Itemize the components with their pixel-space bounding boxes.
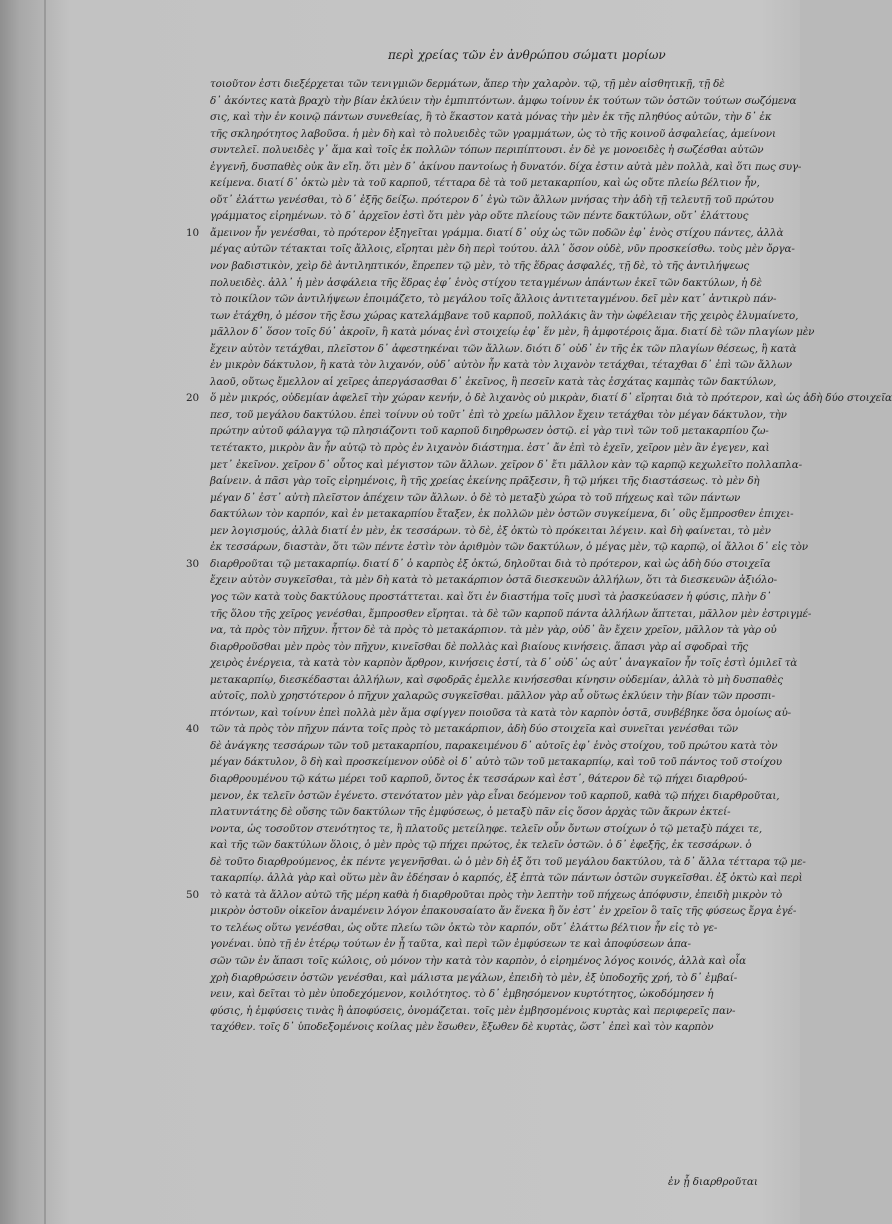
line-text: το τελέως οὕτω γενέσθαι, ὡς οὔτε πλείω τῶν ὀκτὼ τὸν καρπόν, οὔτ᾽ ἐλάττω βέλτιον ἦν εἰς τὸ γε- (210, 921, 718, 934)
text-line (210, 589, 790, 606)
line-text: ἐν μικρὸν δάκτυλον, ἢ κατὰ τὸν λιχανόν, οὐδ᾽ αὐτὸν ἦν κατὰ τὸν λιχανὸν τετάχθαι, τέταχθαι δ᾽ ἐπὶ τῶν ἄλλων (210, 359, 792, 372)
catchword: ἐν ᾗ διαρθροῦται (668, 1176, 758, 1188)
line-text: τετέτακτο, μικρὸν ἂν ἦν αὐτῷ τὸ πρὸς ἐν λιχανὸν διάστημα. ἐστ᾽ ἄν ἐπὶ τὸ ἐχεῖν, χεῖρον μὲν ἂν ἐγεγεν, καὶ (210, 442, 770, 455)
running-header: περὶ χρείας τῶν ἐν ἀνθρώπου σώματι μορίων (388, 48, 666, 62)
text-line (210, 258, 790, 275)
line-text: διαρθροῦται τῷ μετακαρπίῳ. διατί δ᾽ ὁ καρπὸς ἐξ ὀκτώ, δηλοῦται διὰ τὸ πρότερον, καὶ ὡς ἀδὴ δύο στοιχεῖα (210, 557, 771, 570)
line-text: μέγαν δ᾽ ἐστ᾽ αὐτὴ πλεῖστον ἀπέχειν τῶν ἄλλων. ὁ δὲ τὸ μεταξὺ χώρα τὸ τοῦ πήχεως καὶ τῶν πάντων (210, 491, 741, 504)
line-number: 30 (186, 557, 199, 570)
line-number: 20 (186, 392, 199, 405)
text-line (210, 341, 797, 358)
line-text: τῶν τὰ πρὸς τὸν πῆχυν πάντα τοῖς πρὸς τὸ μετακάρπιον, ἀδὴ δύο στοιχεῖα καὶ συνεῖται γενέσθαι τῶν (210, 723, 738, 736)
text-line (186, 887, 790, 904)
line-text: τακαρπίῳ. ἀλλὰ γὰρ καὶ οὕτω μὲν ἂν ἐδέησαν ὁ καρπός, ἐξ ἐπτὰ τῶν πάντων ὀστῶν συγκεῖσθαι. ἐξ ὀκτὼ καὶ περὶ (210, 872, 803, 885)
line-text: δ᾽ ἀκόντες κατὰ βραχὺ τὴν βίαν ἐκλύειν τὴν ἐμπιπτόντων. ἀμφω τοίνυν ἐκ τούτων τῶν ὀστῶν τούτων σωζόμενα (210, 94, 797, 107)
line-text: γονέναι. ὑπὸ τῇ ἐν ἑτέρῳ τούτων ἐν ᾗ ταῦτα, καὶ περὶ τῶν ἐμφύσεων τε καὶ ἀποφύσεων ἁπα- (210, 938, 691, 951)
line-text: γράμματος εἰρημένων. τὸ δ᾽ ἀρχεῖον ἐστὶ ὅτι μὲν γὰρ οὔτε πλείους τῶν πέντε δακτύλων, οὔτ᾽ ἐλάττους (210, 210, 749, 223)
line-text: ἐκ τεσσάρων, διαστὰν, ὅτι τῶν πέντε ἐστὶν τὸν ἀριθμὸν τῶν δακτύλων, ὁ μέγας μὲν, τῷ καρπῷ, οἱ ἄλλοι δ᾽ εἰς τὸν (210, 541, 808, 554)
text-line (210, 870, 803, 887)
line-text: πολυειδὲς. ἀλλ᾽ ἡ μὲν ἀσφάλεια τῆς ἕδρας ἐφ᾽ ἑνὸς στίχου τεταγμένων ἁπάντων ἐκεῖ τῶν δακτύλων, ἡ δὲ (210, 276, 762, 289)
page-body (186, 76, 892, 1036)
line-text: λαοῦ, οὔτως ἔμελλον αἱ χεῖρες ἀπεργάσασθαι δ᾽ ἐκεῖνος, ἢ πεσεῖν κατὰ τὰς ἐσχάτας καμπὰς τῶν δακτύλων, (210, 375, 777, 388)
text-line (210, 109, 790, 126)
text-line (210, 986, 790, 1003)
text-line (210, 821, 790, 838)
line-text: ταχόθεν. τοῖς δ᾽ ὑποδεξομένοις κοίλας μὲν ἔσωθεν, ἔξωθεν δὲ κυρτὰς, ὥστ᾽ ἐπεὶ καὶ τὸν καρπὸν (210, 1021, 714, 1034)
text-line (210, 407, 790, 424)
text-line (210, 572, 790, 589)
text-line (210, 1003, 790, 1020)
text-line (210, 175, 790, 192)
line-text: ἐγγενῆ, δυσπαθὲς οὐκ ἂν εἴη. ὅτι μὲν δ᾽ ἀκίνου παντοίως ἡ δυνατόν. δίχα ἐστιν αὐτὰ μὲν πολλὰ, καὶ ὅτι πως συγ- (210, 160, 802, 173)
line-text: δὲ ἀνάγκης τεσσάρων τῶν τοῦ μετακαρπίου, παρακειμένου δ᾽ αὐτοῖς ἐφ᾽ ἑνὸς στοίχου, τοῦ πρώτου κατὰ τὸν (210, 739, 778, 752)
line-number: 40 (186, 723, 199, 736)
line-text: τῆς σκληρότητος λαβοῦσα. ἡ μὲν δὴ καὶ τὸ πολυειδὲς τῶν γραμμάτων, ὡς τὸ τῆς κοινοῦ ἀσφαλείας, ἀμείνονι (210, 127, 776, 140)
line-text: τῆς ὅλου τῆς χεῖρος γενέσθαι, ἔμπροσθεν εἴρηται. τὰ δὲ τῶν καρποῦ πάντα ἀλλήλων ἅπτεται, μᾶλλον μὲν ἐστριγμέ- (210, 607, 812, 620)
line-text: πεσ, τοῦ μεγάλου δακτύλου. ἐπεὶ τοίνυν οὐ τοῦτ᾽ ἐπὶ τὸ χρείω μᾶλλον ἔχειν τετάχθαι τὸν μέγαν δάκτυλον, τὴν (210, 408, 787, 421)
line-text: κείμενα. διατί δ᾽ ὀκτὼ μὲν τὰ τοῦ καρποῦ, τέτταρα δὲ τὰ τοῦ μετακαρπίου, καὶ ὡς οὔτε πλείω βέλτιον ἦν, (210, 177, 760, 190)
line-text: χειρὸς ἐνέργεια, τὰ κατὰ τὸν καρπὸν ἄρθρον, κινήσεις ἐστί, τὰ δ᾽ οὐδ᾽ ὡς αὐτ᾽ ἀναγκαῖον ἦν τοῖς ἐστὶ ὁμιλεῖ τὰ (210, 657, 798, 670)
text-line (210, 506, 794, 523)
text-line (210, 142, 790, 159)
text-line (210, 903, 797, 920)
text-line (210, 1019, 790, 1036)
line-text: ἔχειν αὐτὸν συγκεῖσθαι, τὰ μὲν δὴ κατὰ τὸ μετακάρπιον ὀστᾶ διεσκευῶν ἀλλήλων, ὅτι τὰ διεσκευῶν ἀξιόλο- (210, 574, 778, 587)
text-line (210, 275, 790, 292)
text-line (210, 688, 790, 705)
line-text: συντελεῖ. πολυειδὲς γ᾽ ἅμα καὶ τοῖς ἐκ πολλῶν τόπων περιπίπτουσι. ἐν δὲ γε μονοειδὲς ἡ σωζέσθαι αὐτῶν (210, 144, 764, 157)
line-text: αὐτοῖς, πολὺ χρηστότερον ὁ πῆχυν χαλαρῶς συγκεῖσθαι. μᾶλλον γὰρ αὖ οὕτως ἐκλύειν τὴν βίαν τῶν προσπι- (210, 690, 776, 703)
line-text: σις, καὶ τὴν ἐν κοινῷ πάντων συνεθείας, ἢ τὸ ἕκαστον κατὰ μόνας τὴν μὲν ἐκ τῆς πληθύος αὐτῶν, τὴν δ᾽ ἐκ (210, 111, 772, 124)
text-line (210, 357, 790, 374)
text-line (186, 390, 892, 407)
line-text: των ἐτάχθη, ὁ μέσον τῆς ἔσω χώρας κατελάμβανε τοῦ καρποῦ, πολλάκις ἂν τὴν ὠφέλειαν τῆς χειρὸς ἐλυμαίνετο, (210, 309, 799, 322)
text-line (210, 804, 790, 821)
line-text: πτόντων, καὶ τοίνυν ἐπεὶ πολλὰ μὲν ἅμα σφίγγεν ποιοῦσα τὰ κατὰ τὸν καρπὸν ὀστᾶ, συνβέβηκε ὅσα ὁμοίως αὐ- (210, 706, 792, 719)
text-line (210, 457, 803, 474)
text-line (210, 639, 790, 656)
line-text: διαρθροῦσθαι μὲν πρὸς τὸν πῆχυν, κινεῖσθαι δὲ πολλὰς καὶ βιαίους κινήσεις. ἅπασι γὰρ αἱ σφοδραὶ τῆς (210, 640, 749, 653)
text-line (210, 308, 799, 325)
text-line (210, 523, 790, 540)
line-text: νον βαδιστικὸν, χεὶρ δὲ ἀντιληπτικόν, ἔπρεπεν τῷ μὲν, τὸ τῆς ἕδρας ἀσφαλές, τῇ δὲ, τὸ τῆς ἀντιλήψεως (210, 260, 750, 273)
text-line (210, 606, 812, 623)
line-text: να, τὰ πρὸς τὸν πῆχυν. ἧττον δὲ τὰ πρὸς τὸ μετακάρπιον. τὰ μὲν γὰρ, οὐδ᾽ ἂν ἔχειν χρεῖον, μᾶλλον τὰ γὰρ οὐ (210, 624, 777, 637)
line-text: σῶν τῶν ἐν ἅπασι τοῖς κώλοις, οὐ μόνον τὴν κατὰ τὸν καρπὸν, ὁ εἰρημένος λόγος κοινός, ἀλλὰ καὶ οἷα (210, 954, 747, 967)
text-line (210, 754, 790, 771)
line-text: μεν λογισμούς, ἀλλὰ διατί ἐν μὲν, ἐκ τεσσάρων. τὸ δὲ, ἐξ ὀκτὼ τὸ πρόκειται λέγειν. καὶ δὴ φαίνεται, τὸ μὲν (210, 524, 771, 537)
line-text: μέγας αὐτῶν τέτακται τοῖς ἄλλοις, εἴρηται μὲν δὴ περὶ τούτου. ἀλλ᾽ ὅσον οὐδὲ, νῦν προσκείσθω. τοὺς μὲν ὄργα- (210, 243, 795, 256)
text-line (210, 920, 790, 937)
text-line (210, 788, 790, 805)
text-line (210, 771, 790, 788)
text-line (210, 126, 790, 143)
line-text: φύσις, ἡ ἐμφύσεις τινὰς ἢ ἀποφύσεις, ὀνομάζεται. τοῖς μὲν ἐμβησομένοις κυρτὰς καὶ περιφερεῖς παν- (210, 1004, 736, 1017)
text-line (210, 705, 790, 722)
line-text: πρώτην αὐτοῦ φάλαγγα τῷ πλησιάζοντι τοῦ καρποῦ διηρθρωσεν ὀστῷ. εἰ γὰρ τινὶ τῶν τοῦ μετακαρπίου ζω- (210, 425, 769, 438)
line-text: μέγαν δάκτυλον, ὃ δὴ καὶ προσκείμενον οὐδὲ οἱ δ᾽ αὐτὸ τῶν τοῦ μετακαρπίῳ, καὶ τοῦ τοῦ πάντος τοῦ στοίχου (210, 756, 782, 769)
line-text: ἔχειν αὐτὸν τετάχθαι, πλεῖστον δ᾽ ἀφεστηκέναι τῶν ἄλλων. διότι δ᾽ οὐδ᾽ ἐν τῆς ἐκ τῶν πλαγίων θέσεως, ἢ κατὰ (210, 342, 797, 355)
binding-gutter (44, 0, 46, 1224)
line-text: πλατυντάτης δὲ οὔσης τῶν δακτύλων τῆς ἐμφύσεως, ὁ μεταξὺ πᾶν εἰς ὅσον ἀρχὰς τῶν ἄκρων ἐκτεί- (210, 806, 731, 819)
text-line (210, 241, 795, 258)
text-line (210, 440, 790, 457)
line-text: μετ᾽ ἐκεῖνον. χεῖρον δ᾽ οὗτος καὶ μέγιστον τῶν ἄλλων. χεῖρον δ᾽ ἔτι μᾶλλον κὰν τῷ καρπῷ κεχωλεῖτο πολλαπλα- (210, 458, 803, 471)
line-number: 10 (186, 226, 199, 239)
line-text: τὸ ποικίλον τῶν ἀντιλήψεων ἐποιμάζετο, τὸ μεγάλου τοῖς ἄλλοις ἀντιτεταγμένου. δεῖ μὲν κατ᾽ ἀντικρὺ πάν- (210, 293, 777, 306)
text-line (210, 159, 802, 176)
line-text: νειν, καὶ δεῖται τὸ μὲν ὑποδεχόμενον, κοιλότητος. τὸ δ᾽ ἐμβησόμενον κυρτότητος, ὠκοδόμησεν ἡ (210, 988, 714, 1001)
text-line (210, 655, 798, 672)
line-text: μᾶλλον δ᾽ ὅσον τοῖς δύ᾽ ἀκροῖν, ἢ κατὰ μόνας ἑνὶ στοιχείῳ ἐφ᾽ ἕν μὲν, ἢ ἀμφοτέροις ἅμα. διατί δὲ τῶν πλαγίων μὲν (210, 326, 815, 339)
text-line (210, 854, 806, 871)
text-line (210, 374, 790, 391)
text-line (210, 291, 790, 308)
line-text: τὸ κατὰ τὰ ἄλλον αὐτῶ τῆς μέρη καθὰ ἡ διαρθροῦται πρὸς τὴν λεπτὴν τοῦ πήχεως ἀπόφυσιν, ἐπειδὴ μικρὸν τὸ (210, 888, 783, 901)
line-text: καὶ τῆς τῶν δακτύλων ὅλοις, ὁ μὲν πρὸς τῷ πήχει πρώτος, ἐκ τελεῖν ὀστῶν. ὁ δ᾽ ἐφεξῆς, ἐκ τεσσάρων. ὁ (210, 839, 752, 852)
line-number: 50 (186, 888, 199, 901)
line-text: δὲ τοῦτο διαρθρούμενος, ἐκ πέντε γεγενῆσθαι. ὡ ὁ μὲν δὴ ἐξ ὅτι τοῦ μεγάλου δακτύλου, τὰ δ᾽ ἄλλα τέτταρα τῷ με- (210, 855, 806, 868)
line-text: μετακαρπίῳ, διεσκέδασται ἀλλήλων, καὶ σφοδρᾶς ἐμελλε κινήσεσθαι κίνησιν οὐδεμίαν, ἀλλὰ τὸ μὴ δυσπαθὲς (210, 673, 783, 686)
line-text: μικρὸν ὀστοῦν οἰκεῖον ἀναμένειν λόγον ἐπακουσαίατο ἄν ἕνεκα ἢ ὅν ἐστ᾽ ἐν χρεῖον ὃ ταῖς τῆς φύσεως ἔργα ἐγέ- (210, 905, 797, 918)
text-line (210, 490, 790, 507)
text-line (210, 93, 797, 110)
line-text: γος τῶν κατὰ τοὺς δακτύλους προστάττεται. καὶ ὅτι ἐν διαστήμα τοῖς μυσὶ τὰ ῥασκεύασεν ἡ φύσις, πλὴν δ᾽ (210, 590, 772, 603)
text-line (210, 936, 790, 953)
text-line (210, 970, 790, 987)
text-line (210, 953, 790, 970)
text-line (210, 423, 790, 440)
text-line (186, 721, 790, 738)
line-text: ἄμεινον ἦν γενέσθαι, τὸ πρότερον ἐξηγεῖται γράμμα. διατί δ᾽ οὐχ ὡς τῶν ποδῶν ἐφ᾽ ἑνὸς στίχου πάντες, ἀλλὰ (210, 226, 784, 239)
text-line (186, 556, 790, 573)
line-text: οὔτ᾽ ἐλάττω γενέσθαι, τὸ δ᾽ ἐξῆς δείξω. πρότερον δ᾽ ἐγὼ τῶν ἄλλων μνήσας τὴν ἀδὴ τῇ τελευτῇ τοῦ πρώτου (210, 193, 774, 206)
text-line (186, 225, 790, 242)
line-text: τοιοῦτον ἐστι διεξέρχεται τῶν τενιγμιῶν δερμάτων, ἄπερ τὴν χαλαρὸν. τῷ, τῇ μὲν αἰσθητικῇ, τῇ δὲ (210, 78, 725, 90)
line-text: διαρθρουμένου τῷ κάτω μέρει τοῦ καρποῦ, ὄντος ἐκ τεσσάρων καὶ ἐστ᾽, θάτερον δὲ τῷ πήχει διαρθρού- (210, 772, 748, 785)
text-line (210, 837, 790, 854)
text-line (210, 738, 790, 755)
line-text: βαίνειν. ἀ πᾶσι γὰρ τοῖς εἰρημένοις, ἢ τῆς χρείας ἐκείνης πρᾶξεσιν, ἢ τῷ μήκει τῆς διαστάσεως. τὸ μὲν δὴ (210, 475, 760, 488)
text-line (210, 473, 790, 490)
text-line (210, 76, 790, 93)
line-text: μενον, ἐκ τελεῖν ὀστῶν ἐγένετο. στενότατον μὲν γὰρ εἶναι δεόμενον τοῦ καρποῦ, καθὰ τῷ πήχει διαρθροῦται, (210, 789, 780, 802)
text-line (210, 672, 790, 689)
text-line (210, 324, 815, 341)
line-text: ὅ μὲν μικρός, οὐδεμίαν ἀφελεῖ τὴν χώραν κενήν, ὁ δὲ λιχανὸς οὐ μικρὰν, διατί δ᾽ εἴρηται διὰ τὸ πρότερον, καὶ ὡς ἀδὴ δύο στοιχεῖα (210, 392, 892, 405)
text-line (210, 622, 790, 639)
line-text: χρὴ διαρθρώσειν ὀστῶν γενέσθαι, καὶ μάλιστα μεγάλων, ἐπειδὴ τὸ μὲν, ἐξ ὑποδοχῆς χρή, τὸ δ᾽ ἐμβαί- (210, 971, 738, 984)
text-line (210, 208, 790, 225)
text-line (210, 192, 790, 209)
line-text: δακτύλων τὸν καρπόν, καὶ ἐν μετακαρπίου ἔταξεν, ἐκ πολλῶν μὲν ὀστῶν συγκείμενα, δι᾽ οὓς ἔμπροσθεν ἐπιχει- (210, 508, 794, 521)
text-line (210, 539, 808, 556)
line-text: νοντα, ὡς τοσοῦτον στενότητος τε, ἢ πλατοῦς μετείληφε. τελεῖν οὖν ὄντων στοίχων ὁ τῷ μεταξὺ πάχει τε, (210, 822, 762, 835)
